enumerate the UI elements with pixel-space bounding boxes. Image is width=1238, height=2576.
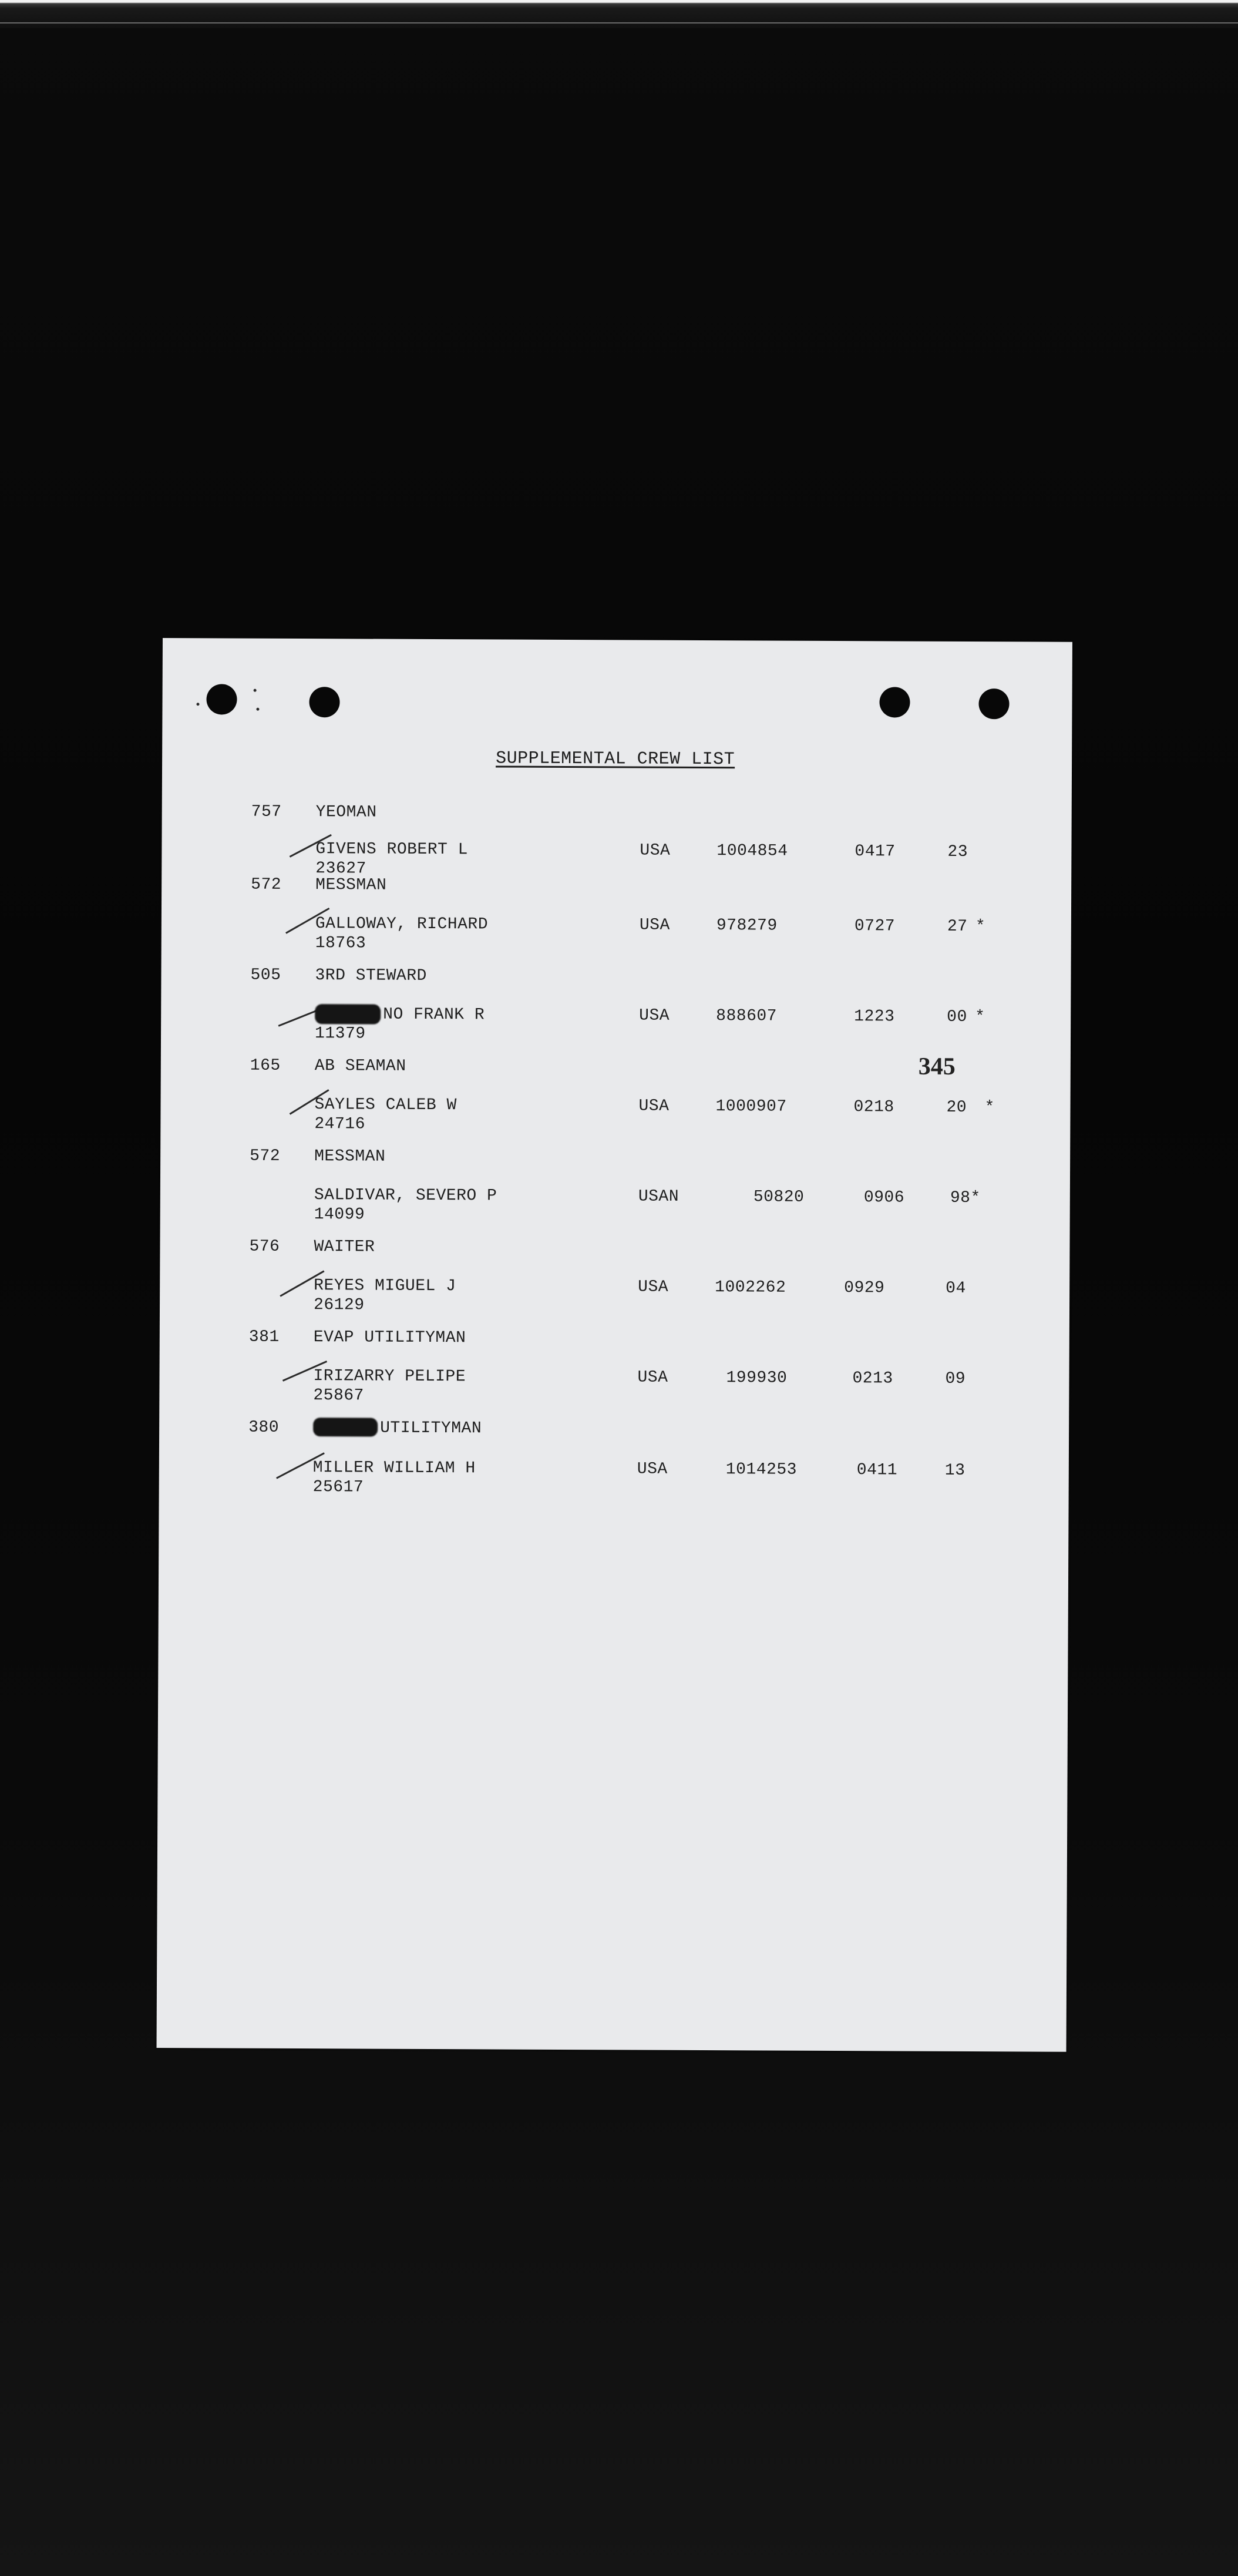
crew-document-number: 1004854 — [716, 842, 788, 861]
crew-code: 757 — [251, 802, 282, 821]
crew-name: GIVENS ROBERT L — [315, 840, 469, 859]
crew-name: NO FRANK R — [383, 1005, 485, 1025]
punch-hole — [879, 687, 910, 717]
crew-number: 26129 — [313, 1296, 365, 1315]
crew-number: 11379 — [314, 1025, 366, 1043]
crew-name: SALDIVAR, SEVERO P — [314, 1186, 497, 1205]
crew-rating: WAITER — [314, 1238, 375, 1257]
crew-age: 23 — [947, 842, 968, 861]
crew-number: 23627 — [315, 859, 366, 878]
crew-code: 381 — [248, 1328, 280, 1346]
crew-document-number: 1002262 — [715, 1278, 786, 1297]
crew-number: 18763 — [315, 934, 366, 953]
film-edge — [0, 0, 1238, 28]
crew-document-number: 50820 — [753, 1188, 805, 1207]
crew-number: 25867 — [313, 1386, 364, 1405]
crew-date: 0417 — [855, 842, 896, 861]
crew-date: 0727 — [854, 917, 896, 936]
crew-date: 0411 — [856, 1461, 898, 1480]
crew-document-number: 199930 — [726, 1369, 788, 1388]
crew-code: 165 — [250, 1056, 281, 1075]
crew-rating: AB SEAMAN — [314, 1057, 406, 1076]
crew-document-number: 1014253 — [725, 1460, 798, 1479]
punch-hole — [206, 684, 237, 714]
crew-date: 0218 — [853, 1098, 894, 1117]
crew-nationality: USA — [638, 1097, 670, 1116]
crew-list-page — [157, 638, 1072, 2052]
crew-number: 24716 — [314, 1115, 365, 1134]
crew-name: GALLOWAY, RICHARD — [315, 915, 489, 934]
crew-nationality: USA — [639, 916, 670, 935]
crew-date: 0213 — [852, 1369, 893, 1388]
punch-hole — [309, 687, 339, 717]
crew-rating: UTILITYMAN — [380, 1419, 482, 1438]
speck — [254, 689, 257, 692]
crew-mark: * — [975, 918, 986, 936]
crew-age: 27 — [947, 917, 968, 936]
crew-code: 572 — [250, 1147, 281, 1166]
crew-code: 505 — [250, 966, 281, 985]
crew-code: 576 — [249, 1237, 280, 1256]
crew-document-number: 1000907 — [715, 1097, 787, 1116]
crew-date: 0929 — [844, 1279, 885, 1298]
speck — [256, 708, 259, 711]
crew-name: IRIZARRY PELIPE — [313, 1367, 466, 1386]
stamp-number: 345 — [918, 1053, 956, 1080]
crew-nationality: USA — [637, 1368, 668, 1387]
crew-nationality: USA — [638, 1278, 669, 1297]
punch-hole — [978, 688, 1009, 719]
ink-smudge — [313, 1418, 378, 1436]
crew-name: SAYLES CALEB W — [314, 1096, 457, 1115]
crew-document-number: 978279 — [716, 916, 778, 935]
crew-nationality: USAN — [638, 1187, 679, 1206]
crew-age: 00 — [947, 1007, 967, 1026]
crew-mark: * — [975, 1008, 985, 1027]
crew-name: REYES MIGUEL J — [314, 1277, 456, 1296]
crew-age: 20 — [946, 1098, 967, 1117]
crew-age: 98* — [950, 1188, 981, 1208]
crew-age: 09 — [945, 1369, 966, 1388]
crew-rating: MESSMAN — [315, 876, 387, 895]
film-edge-line — [0, 22, 1238, 23]
ink-smudge — [315, 1004, 381, 1024]
crew-age: 13 — [944, 1461, 965, 1480]
crew-code: 380 — [248, 1418, 280, 1437]
crew-code: 572 — [251, 875, 282, 894]
crew-mark: * — [984, 1099, 995, 1117]
speck — [196, 703, 199, 706]
document-title: SUPPLEMENTAL CREW LIST — [496, 748, 735, 770]
crew-number: 25617 — [312, 1478, 364, 1497]
crew-rating: YEOMAN — [315, 803, 377, 822]
crew-date: 0906 — [863, 1188, 905, 1207]
crew-date: 1223 — [854, 1007, 895, 1026]
crew-number: 14099 — [314, 1205, 365, 1224]
crew-document-number: 888607 — [716, 1007, 778, 1026]
crew-rating: EVAP UTILITYMAN — [313, 1328, 466, 1348]
crew-nationality: USA — [637, 1460, 668, 1479]
crew-rating: MESSMAN — [314, 1147, 386, 1166]
crew-nationality: USA — [639, 1006, 670, 1025]
crew-rating: 3RD STEWARD — [315, 966, 427, 985]
crew-nationality: USA — [640, 841, 671, 860]
crew-name: MILLER WILLIAM H — [312, 1459, 476, 1478]
crew-age: 04 — [946, 1279, 966, 1298]
